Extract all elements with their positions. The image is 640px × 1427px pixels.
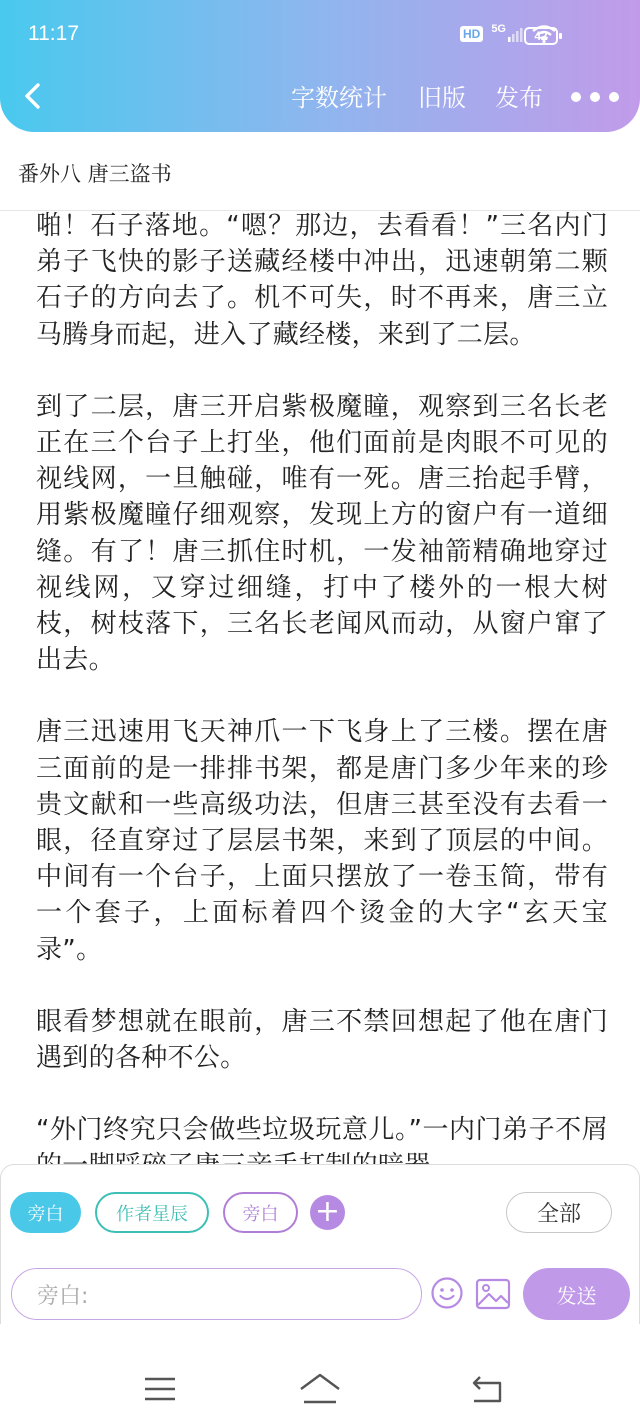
home-nav-button[interactable] (298, 1372, 342, 1406)
publish-button[interactable]: 发布 (495, 84, 543, 112)
message-input[interactable]: 旁白: (11, 1268, 422, 1320)
paragraph[interactable]: 唐三迅速用飞天神爪一下飞身上了三楼。摆在唐三面前的是一排排书架，都是唐门多少年来的珍贵文献和一些高级功法，但唐三甚至没有去看一眼，径直穿过了层层书架，来到了顶层的中间。中间有一个台子，上面只摆放了一卷玉简，带有一个套子，上面标着四个烫金的大字“玄天宝录”。 (36, 717, 608, 965)
role-chip-author[interactable]: 作者星辰 (95, 1192, 209, 1233)
role-chip-narrator[interactable]: 旁白 (223, 1192, 298, 1233)
more-icon (570, 82, 620, 112)
add-role-button[interactable] (310, 1195, 345, 1230)
menu-nav-button[interactable] (142, 1374, 178, 1404)
back-button[interactable] (18, 76, 50, 116)
paragraph[interactable]: 到了二层，唐三开启紫极魔瞳，观察到三名长老正在三个台子上打坐，他们面前是肉眼不可见的视线网，一旦触碰，唯有一死。唐三抬起手臂，用紫极魔瞳仔细观察，发现上方的窗户有一道细缝。有了！唐三抓住时机，一发袖箭精确地穿过视线网，又穿过细缝，打中了楼外的一根大树枝，树枝落下，三名长老闻风而动，从窗户窜了出去。 (36, 391, 608, 676)
more-button[interactable] (570, 82, 620, 112)
word-count-button[interactable]: 字数统计 (291, 84, 387, 112)
old-version-button[interactable]: 旧版 (418, 84, 466, 112)
app-header (0, 0, 640, 132)
back-icon (18, 76, 46, 116)
paragraph[interactable]: 啪！石子落地。“嗯？那边，去看看！”三名内门弟子飞快的影子送藏经楼中冲出，迅速朝第二颗石子的方向去了。机不可失，时不再来，唐三立马腾身而起，进入了藏经楼，来到了二层。 (36, 211, 608, 350)
chapter-content[interactable] (36, 208, 608, 1164)
chapter-title[interactable]: 番外八 唐三盗书 (18, 162, 172, 186)
back-nav-button[interactable] (470, 1374, 506, 1404)
paragraph[interactable]: 眼看梦想就在眼前，唐三不禁回想起了他在唐门遇到的各种不公。 (36, 1006, 608, 1074)
paragraph[interactable]: “外门终究只会做些垃圾玩意儿。”一内门弟子不屑 (36, 1115, 608, 1146)
battery-indicator: 42 (524, 27, 558, 45)
status-time: 11:17 (28, 22, 79, 45)
menu-icon (142, 1374, 178, 1404)
hd-badge: HD (460, 26, 483, 42)
image-button[interactable] (475, 1278, 511, 1310)
back-nav-icon (470, 1374, 506, 1404)
signal-icon (508, 26, 524, 42)
plus-icon: + (314, 1194, 341, 1229)
home-icon (298, 1372, 342, 1406)
all-roles-button[interactable]: 全部 (506, 1192, 612, 1233)
emoji-icon (430, 1276, 464, 1310)
image-icon (475, 1278, 511, 1310)
emoji-button[interactable] (430, 1276, 464, 1310)
network-label: 5G (491, 23, 506, 35)
role-chip-narrator-active[interactable]: 旁白 (10, 1192, 81, 1233)
send-button[interactable]: 发送 (523, 1268, 630, 1320)
